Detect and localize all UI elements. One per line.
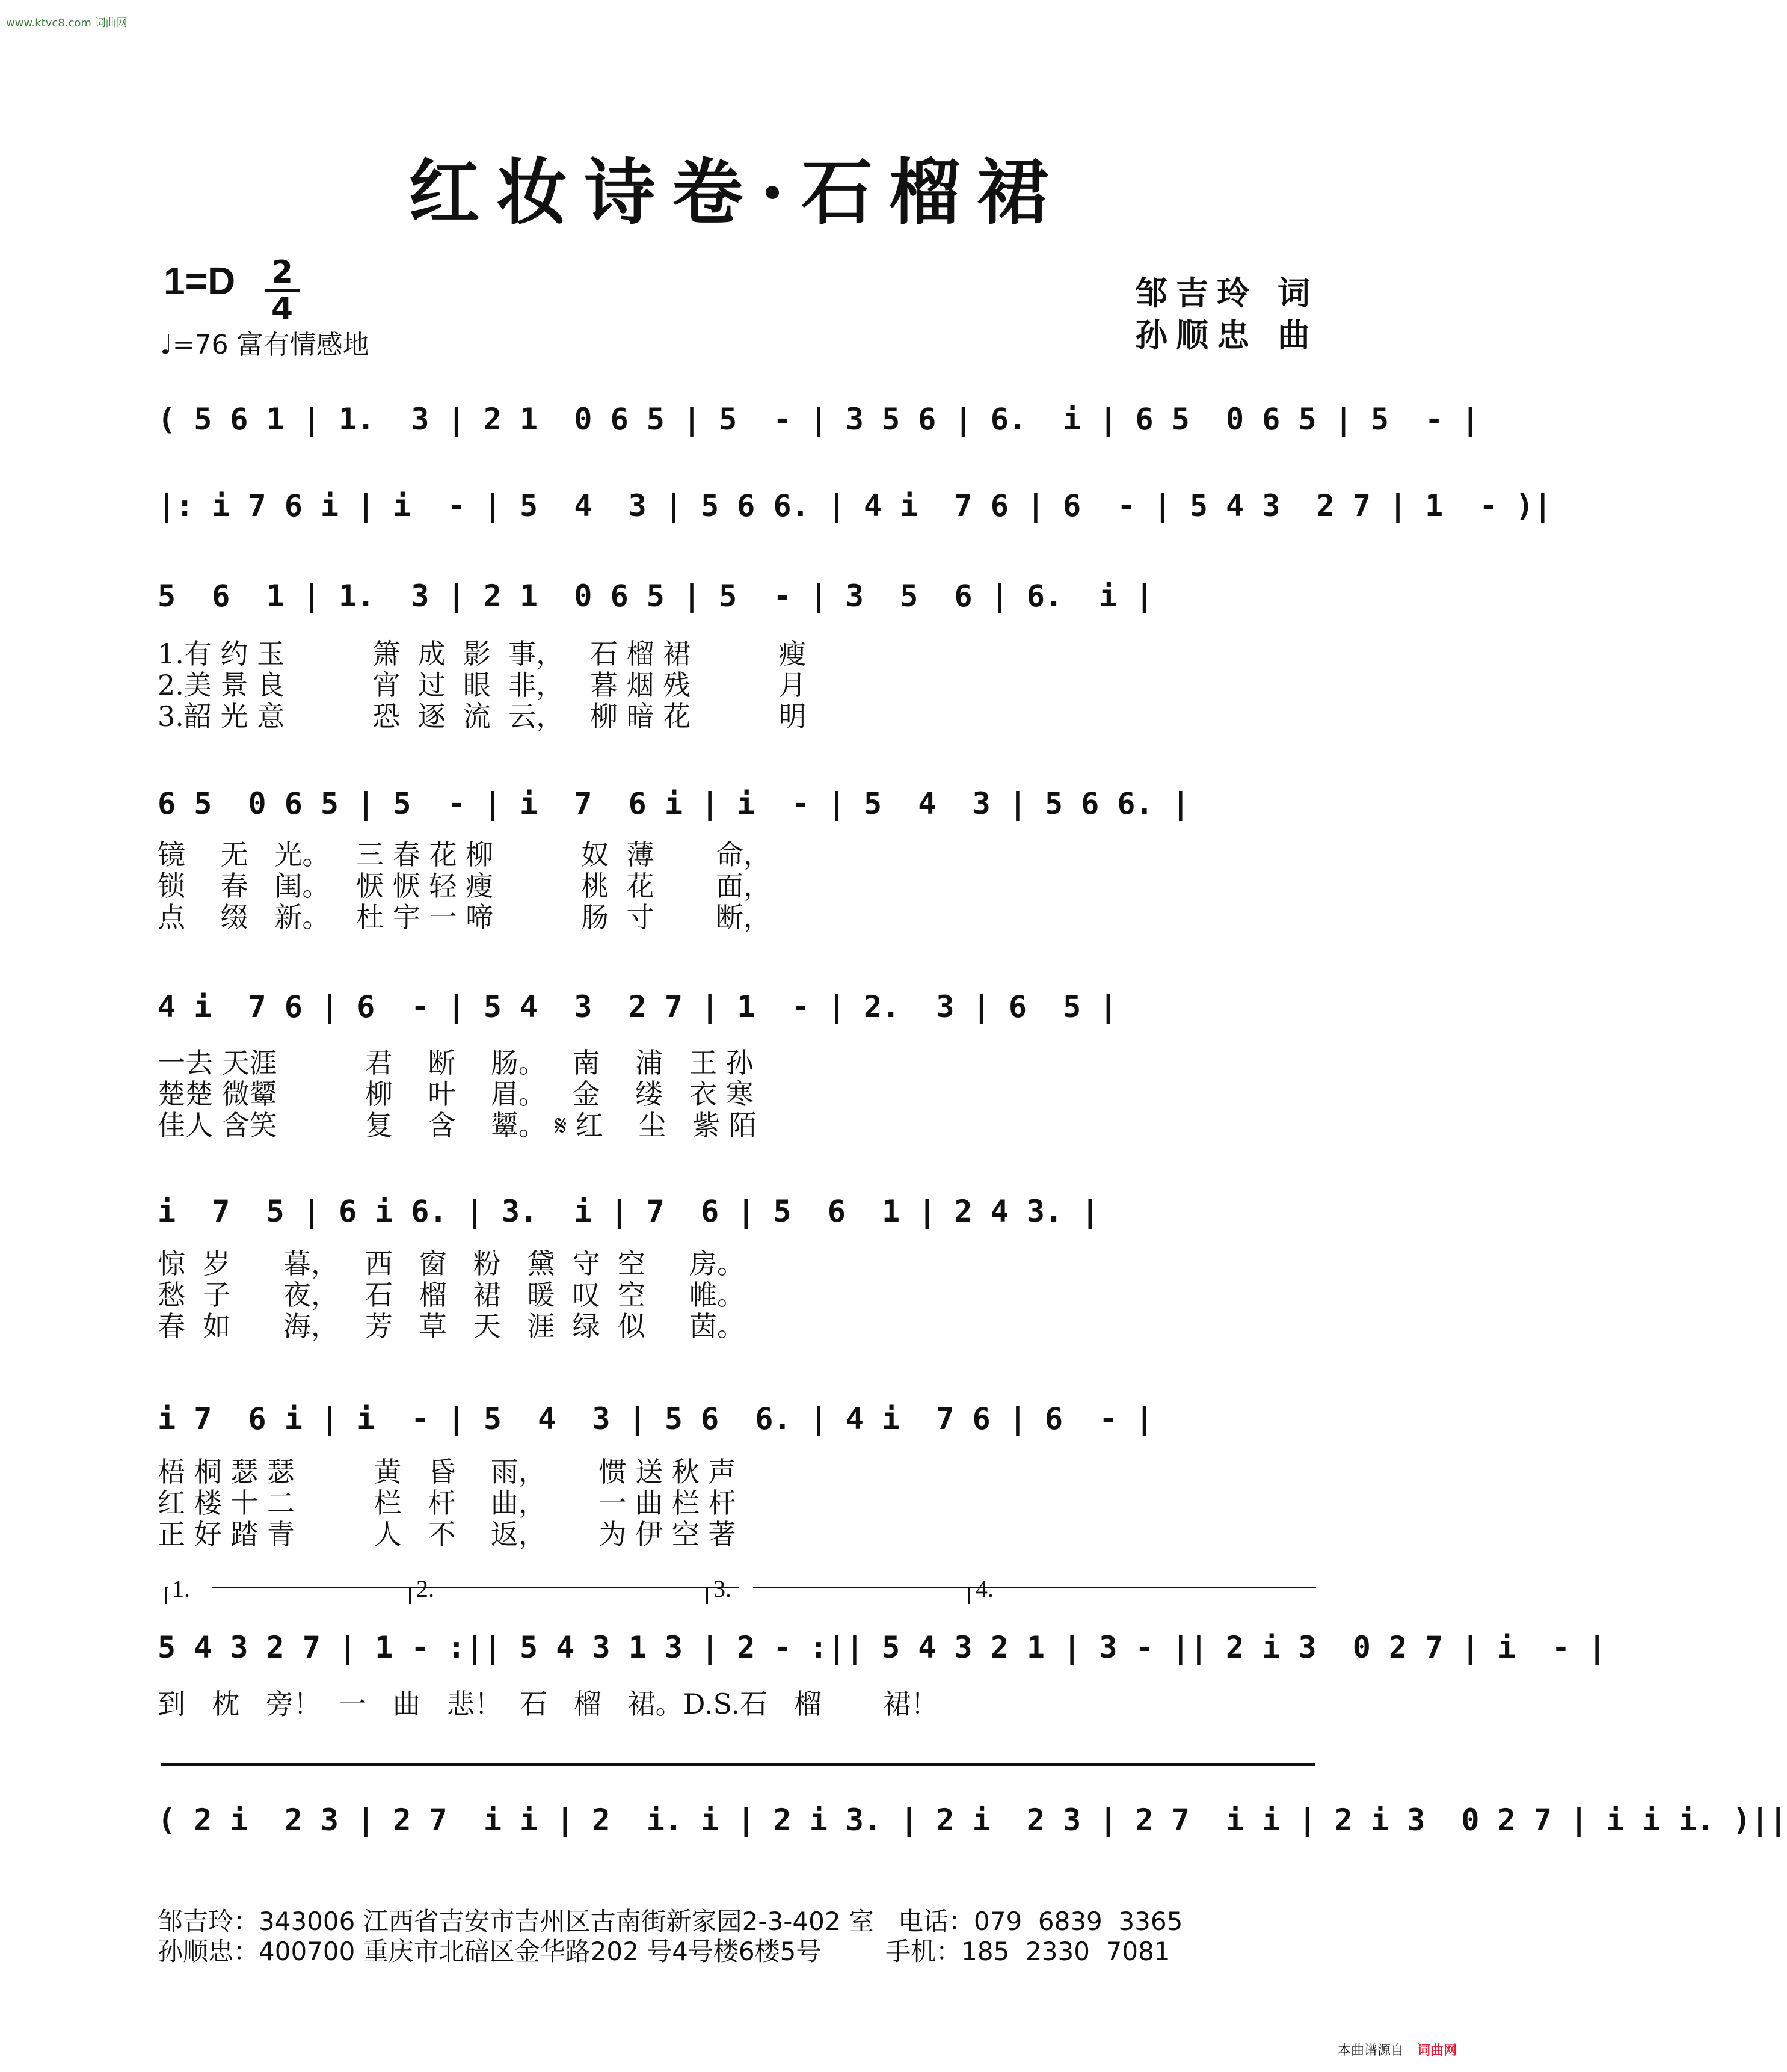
volta-1: 1. [172, 1575, 190, 1602]
lyricist-credit: 邹吉玲 词 [1135, 274, 1318, 312]
lyric-line: 2.美 景 良 宵 过 眼 非， 暮 烟 残 月 [158, 669, 807, 701]
lyric-line: 正 好 踏 青 人 不 返， 为 伊 空 著 [158, 1518, 736, 1551]
volta-brackets [158, 1575, 1317, 1602]
tempo-marking: ♩=76 富有情感地 [160, 330, 369, 360]
contact-lyricist: 邹吉玲：343006 江西省吉安市吉州区古南街新家园2-3-402 室 电话：079 6839 3365 [158, 1907, 1183, 1936]
meter-top: 2 [271, 254, 294, 291]
lyric-line: 3.韶 光 意 恐 逐 流 云， 柳 暗 花 明 [158, 700, 807, 733]
footer-credit [1338, 2040, 1457, 2059]
lyric-line: 镜 无 光。 三 春 花 柳 奴 薄 命， [158, 838, 771, 871]
footer-brand: 词曲网 [1416, 2043, 1457, 2058]
notation-line-5: 4 i 7 6 | 6 - | 5 4 3 2 7 | 1 - | 2. 3 | 6 5 | [158, 989, 1118, 1024]
page-title: 红妆诗卷·石榴裙 [408, 150, 1065, 234]
lyric-line: 愁 子 夜， 石 榴 裙 暖 叹 空 帷。 [158, 1279, 745, 1311]
notation-line-2: |: i 7 6 i | i - | 5 4 3 | 5 6 6. | 4 i 7 6 | 6 - | 5 4 3 2 7 | 1 - )| [158, 488, 1552, 523]
lyric-line: 佳人 含笑 复 含 颦。 𝄋 红 尘 紫 陌 [158, 1109, 757, 1142]
volta-2: 2. [416, 1575, 434, 1602]
watermark: www.ktvc8.com 词曲网 [6, 17, 128, 29]
meter-bottom: 4 [271, 291, 294, 327]
time-signature [265, 256, 300, 325]
lyric-line: 红 楼 十 二 栏 杆 曲， 一 曲 栏 杆 [158, 1487, 736, 1519]
footer-note: 本曲谱源自 [1337, 2043, 1404, 2058]
composer-credit: 孙顺忠 曲 [1135, 316, 1318, 354]
notation-line-8: 5 4 3 2 7 | 1 - :|| 5 4 3 1 3 | 2 - :|| 5 4 3 2 1 | 3 - || 2 i 3 0 2 7 | i - | [158, 1630, 1607, 1665]
lyric-line: 到 枕 旁！ 一 曲 悲！ 石 榴 裙。D.S.石 榴 裙！ [158, 1688, 939, 1720]
notation-line-6: i 7 5 | 6 i 6. | 3. i | 7 6 | 5 6 1 | 2 4 3. | [158, 1194, 1100, 1229]
notation-line-3: 5 6 1 | 1. 3 | 2 1 0 6 5 | 5 - | 3 5 6 | 6. i | [158, 579, 1154, 613]
lyric-line: 惊 岁 暮， 西 窗 粉 黛 守 空 房。 [158, 1247, 745, 1280]
lyric-line: 点 缀 新。 杜 宇 一 啼 肠 寸 断， [158, 901, 771, 933]
lyric-line: 锁 春 闺。 恹 恹 轻 瘦 桃 花 面， [158, 870, 771, 902]
volta-4: 4. [976, 1575, 994, 1602]
section-divider [161, 1763, 1315, 1766]
lyric-line: 1.有 约 玉 箫 成 影 事， 石 榴 裙 瘦 [158, 638, 807, 670]
notation-line-1: ( 5 6 1 | 1. 3 | 2 1 0 6 5 | 5 - | 3 5 6 | 6. i | 6 5 0 6 5 | 5 - | [158, 402, 1480, 437]
notation-line-9: ( 2 i 2 3 | 2 7 i i | 2 i. i | 2 i 3. | 2 i 2 3 | 2 7 i i | 2 i 3 0 2 7 | i i i. )|| [158, 1803, 1787, 1837]
contact-composer: 孙顺忠：400700 重庆市北碚区金华路202 号4号楼6楼5号 手机：185 2330 7081 [158, 1937, 1170, 1966]
lyric-line: 春 如 海， 芳 草 天 涯 绿 似 茵。 [158, 1310, 745, 1342]
volta-3: 3. [713, 1575, 731, 1602]
notation-line-7: i 7 6 i | i - | 5 4 3 | 5 6 6. | 4 i 7 6 | 6 - | [158, 1401, 1154, 1436]
lyric-line: 梧 桐 瑟 瑟 黄 昏 雨， 惯 送 秋 声 [158, 1456, 736, 1488]
notation-line-4: 6 5 0 6 5 | 5 - | i 7 6 i | i - | 5 4 3 | 5 6 6. | [158, 786, 1190, 821]
key-signature: 1=D [164, 259, 236, 303]
lyric-line: 一去 天涯 君 断 肠。 南 浦 王 孙 [158, 1047, 754, 1079]
lyric-line: 楚楚 微颦 柳 叶 眉。 金 缕 衣 寒 [158, 1078, 754, 1110]
